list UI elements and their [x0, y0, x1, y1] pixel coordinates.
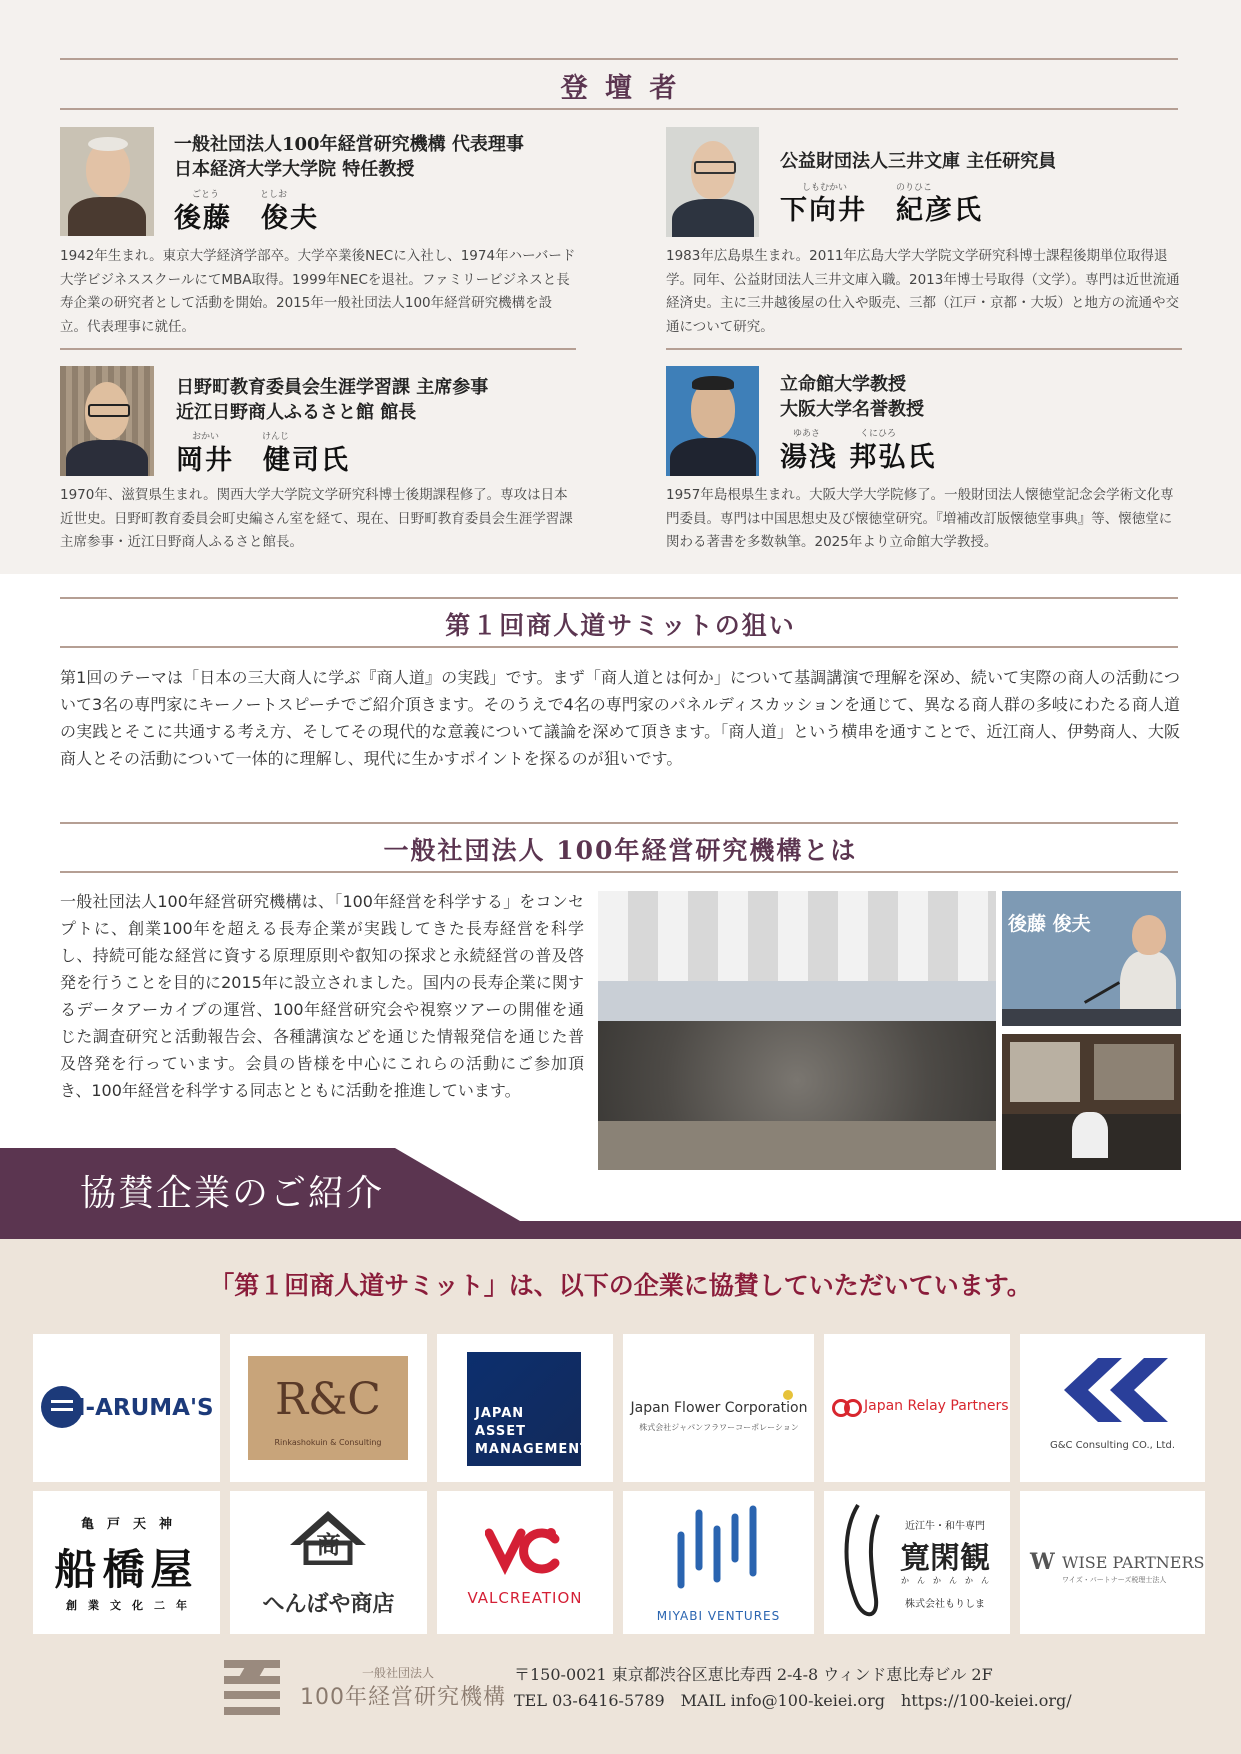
- speaker-ruby: しもむかい: [802, 183, 848, 193]
- flower-icon: [783, 1390, 793, 1400]
- miyabi-mark-icon: [675, 1505, 765, 1589]
- divider: [60, 108, 1178, 110]
- divider: [60, 597, 1178, 599]
- logo-japan-relay-partners: [824, 1334, 1010, 1482]
- speaker-ruby: けんじ: [262, 432, 290, 442]
- org-logo-icon: [224, 1660, 280, 1715]
- speaker-photo-yuasa: [666, 366, 759, 476]
- speaker-photo-shimomukai: [666, 127, 759, 237]
- divider: [60, 646, 1178, 648]
- speaker-bio: 1957年島根県生まれ。大阪大学大学院修了。一般財団法人懐徳堂記念会学術文化専門委員。専門は中国思想史及び懐徳堂研究。『増補改訂版懐徳堂事典』等、懐徳堂に関わる著書を多数執筆。2025年より立命館大学教授。: [666, 487, 1174, 550]
- footer-contact: TEL 03-6416-5789 MAIL info@100-keiei.org https://100-keiei.org/: [514, 1691, 1072, 1710]
- logo-kankankan: [824, 1491, 1010, 1634]
- brush-stroke-icon: [838, 1501, 884, 1625]
- wise-mark-icon: W: [1030, 1549, 1055, 1575]
- speaker-role: 大阪大学名誉教授: [780, 399, 924, 420]
- sponsor-lead: 「第１回商人道サミット」は、以下の企業に協賛していただいています。: [209, 1271, 1032, 1300]
- wise-text: WISE PARTNERS: [1062, 1553, 1205, 1572]
- jrp-text: Japan Relay Partners: [864, 1398, 1009, 1414]
- speaker-name: 下向井 紀彦氏: [780, 195, 983, 226]
- speakers-title: 登 壇 者: [560, 73, 681, 104]
- jfc-subtext: 株式会社ジャパンフラワーコーポレーション: [639, 1423, 799, 1432]
- funabashiya-top: 亀 戸 天 神: [80, 1517, 172, 1532]
- logo-funabashiya: [33, 1491, 220, 1634]
- speaker-bio: 1942年生まれ。東京大学経済学部卒。大学卒業後NECに入社し、1974年ハーバード大学ビジネススクールにてMBA取得。1999年NECを退社。ファミリービジネスと長寿企業の研究者として活動を開始。2015年一般社団法人100年経営研究機構を設立。代表理事に就任。: [60, 248, 576, 335]
- funabashiya-bottom: 創 業 文 化 二 年: [66, 1599, 187, 1612]
- group-photo: [598, 891, 996, 1170]
- gc-mark-icon: [1058, 1358, 1170, 1422]
- henbaya-mark: 商: [316, 1530, 341, 1559]
- divider: [666, 348, 1182, 350]
- logo-japan-flower-corporation: [623, 1334, 814, 1482]
- org-logo-small: 一般社団法人: [361, 1666, 434, 1680]
- divider: [60, 58, 1178, 60]
- divider: [60, 348, 576, 350]
- valcreation-text: VALCREATION: [467, 1589, 583, 1607]
- funabashiya-main: 船橋屋: [54, 1545, 199, 1594]
- divider: [60, 871, 1178, 873]
- aim-body: 第1回のテーマは「日本の三大商人に学ぶ『商人道』の実践」です。まず「商人道とは何か」について基調講演で理解を深め、続いて実際の商人の活動について3名の専門家にキーノートスピーチでご紹介頂きます。そのうえで4名の専門家のパネルディスカッションを通じて、異なる商人群の多岐にわたる商人道の実践とそこに共通する考え方、そしてその現代的な意義について議論を深めて頂きます。「商人道」という横串を通すことで、近江商人、伊勢商人、大阪商人とその活動について一体的に理解し、現代に生かすポイントを探るのが狙いです。: [60, 668, 1180, 768]
- logo-henbaya: [230, 1491, 427, 1634]
- sponsor-banner-title: 協賛企業のご紹介: [80, 1173, 385, 1214]
- speaker-role: 立命館大学教授: [780, 374, 906, 395]
- miyabi-text: MIYABI VENTURES: [656, 1609, 781, 1623]
- jam-text-2: ASSET: [475, 1424, 526, 1439]
- speaker-photo-okai: [60, 366, 154, 476]
- speaker-role: 一般社団法人100年経営研究機構 代表理事: [174, 134, 524, 155]
- org-body: 一般社団法人100年経営研究機構は、「100年経営を科学する」をコンセプトに、創業100年を超える長寿企業が実践してきた長寿経営を科学し、持続可能な経営に資する原理原則や叡知の探求と永続経営の普及啓発を行うことを目的に2015年に設立されました。国内の長寿企業に関するデータアーカイブの運営、100年経営研究会や視察ツアーの開催を通じた調査研究と活動報告会、各種講演などを通じた情報発信を通じた普及啓発を行っています。会員の皆様を中心にこれらの活動にご参加頂き、100年経営を科学する同志とともに活動を推進しています。: [60, 892, 584, 1100]
- rc-subtext: Rinkashokuin & Consulting: [274, 1438, 382, 1447]
- speaker-ruby: としお: [260, 190, 288, 200]
- speaker-role: 日本経済大学大学院 特任教授: [174, 159, 415, 180]
- logo-wise-partners: [1020, 1491, 1205, 1634]
- jfc-text: Japan Flower Corporation: [630, 1400, 808, 1416]
- rc-text: R&C: [275, 1374, 381, 1425]
- valcreation-mark-icon: [485, 1525, 565, 1575]
- speaker-photo-goto: [60, 127, 154, 236]
- speaker-role: 公益財団法人三井文庫 主任研究員: [780, 151, 1057, 172]
- divider: [60, 822, 1178, 824]
- logo-gc-consulting: [1020, 1334, 1205, 1482]
- banner-bar: [0, 1221, 1241, 1239]
- speaker-bio: 1983年広島県生まれ。2011年広島大学大学院文学研究科博士課程後期単位取得退学。同年、公益財団法人三井文庫入職。2013年博士号取得（文学）。専門は近世流通経済史。主に三井越後屋の仕入や販売、三都（江戸・京都・大坂）と地方の流通や交通について研究。: [666, 248, 1180, 335]
- speaker-bio: 1970年、滋賀県生まれ。関西大学大学院文学研究科博士後期課程修了。専攻は日本近世史。日野町教育委員会町史編さん室を経て、現在、日野町教育委員会生涯学習課主席参事・近江日野商人ふるさと館長。: [60, 487, 573, 550]
- speaker-role: 近江日野商人ふるさと館 館長: [176, 402, 417, 423]
- henbaya-text: へんばや商店: [262, 1592, 395, 1617]
- speaker-name: 岡井 健司氏: [176, 445, 350, 476]
- logo-rc: [230, 1334, 427, 1482]
- photo-caption: 後藤 俊夫: [1008, 913, 1091, 935]
- kankan-ruby: か ん か ん か ん: [901, 1576, 989, 1585]
- speaker-name: 湯浅 邦弘氏: [780, 442, 937, 473]
- kankan-main: 寛閑観: [900, 1541, 990, 1576]
- aim-title: 第１回商人道サミットの狙い: [445, 611, 796, 640]
- kankan-top: 近江牛・和牛専門: [905, 1521, 985, 1532]
- speaker-ruby: のりひこ: [896, 183, 933, 193]
- aruma-text: I-ARUMA'S: [77, 1395, 214, 1421]
- gc-text: G&C Consulting CO., Ltd.: [1049, 1440, 1176, 1451]
- speaker-name: 後藤 俊夫: [174, 203, 319, 234]
- speaker-ruby: くにひろ: [860, 429, 897, 439]
- kankan-bottom: 株式会社もりしま: [905, 1599, 985, 1610]
- speaker-role: 日野町教育委員会生涯学習課 主席参事: [176, 377, 489, 398]
- logo-i-arumas: [33, 1334, 220, 1482]
- speaker-ruby: ゆあさ: [793, 429, 821, 439]
- lecture-photo: [1002, 891, 1181, 1026]
- jam-text-3: MANAGEMENT: [475, 1442, 591, 1457]
- logo-japan-asset-management: [437, 1334, 613, 1482]
- wise-subtext: ワイズ・パートナーズ税理士法人: [1062, 1576, 1167, 1584]
- logo-miyabi-ventures: [623, 1491, 814, 1634]
- org-title: 一般社団法人 100年経営研究機構とは: [383, 836, 858, 865]
- footer-address: 〒150-0021 東京都渋谷区恵比寿西 2-4-8 ウィンド恵比寿ビル 2F: [514, 1665, 993, 1684]
- logo-valcreation: [437, 1491, 613, 1634]
- speaker-ruby: ごとう: [192, 190, 220, 200]
- shop-photo: [1002, 1034, 1181, 1170]
- org-logo-main: 100年経営研究機構: [300, 1685, 506, 1710]
- jam-text-1: JAPAN: [475, 1406, 525, 1421]
- speaker-ruby: おかい: [192, 432, 220, 442]
